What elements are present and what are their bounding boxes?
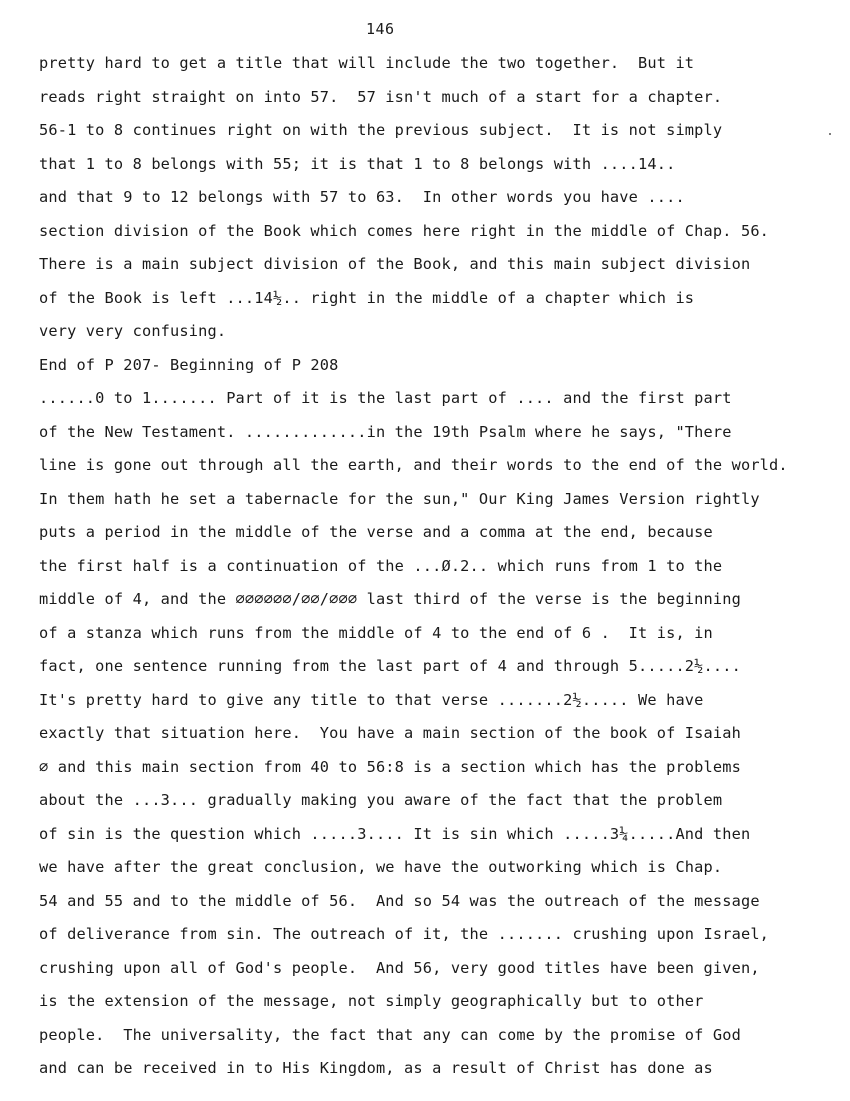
- text-line: ∅ and this main section from 40 to 56:8 is a section which has the problems: [39, 757, 741, 776]
- text-line: crushing upon all of God's people. And 56, very good titles have been given,: [39, 958, 760, 977]
- text-line: End of P 207- Beginning of P 208: [39, 355, 339, 374]
- text-line: about the ...3... gradually making you aware of the fact that the problem: [39, 791, 723, 809]
- page-number: 146: [366, 20, 395, 38]
- text-line: In them hath he set a tabernacle for the sun," Our King James Version rightly: [39, 489, 760, 508]
- text-line: and can be received in to His Kingdom, as a result of Christ has done as: [39, 1059, 713, 1077]
- text-line: of sin is the question which .....3.... It is sin which .....3¼.....And then: [39, 824, 751, 843]
- text-line: fact, one sentence running from the last part of 4 and through 5.....2½....: [39, 657, 741, 675]
- text-line: reads right straight on into 57. 57 isn't much of a start for a chapter.: [39, 87, 723, 106]
- text-line: pretty hard to get a title that will include the two together. But it: [39, 54, 695, 72]
- text-line: 54 and 55 and to the middle of 56. And so 54 was the outreach of the message: [39, 891, 760, 910]
- text-line: very very confusing.: [39, 322, 227, 340]
- text-line: people. The universality, the fact that any can come by the promise of God: [39, 1025, 741, 1044]
- text-line: of a stanza which runs from the middle of 4 to the end of 6 . It is, in: [39, 623, 713, 642]
- text-line: is the extension of the message, not simply geographically but to other: [39, 992, 704, 1010]
- text-line: exactly that situation here. You have a main section of the book of Isaiah: [39, 724, 741, 742]
- text-line: that 1 to 8 belongs with 55; it is that 1 to 8 belongs with ....14..: [39, 154, 676, 173]
- text-line: the first half is a continuation of the ...Ø.2.. which runs from 1 to the: [39, 556, 723, 575]
- text-line: It's pretty hard to give any title to that verse .......2½..... We have: [39, 690, 704, 709]
- text-line: of the Book is left ...14½.. right in the middle of a chapter which is: [39, 288, 695, 307]
- text-line: There is a main subject division of the Book, and this main subject division: [39, 255, 751, 273]
- text-line: ......0 to 1....... Part of it is the last part of .... and the first part: [39, 389, 732, 407]
- transcript-body: [39, 51, 844, 1090]
- text-line: we have after the great conclusion, we have the outworking which is Chap.: [39, 858, 723, 876]
- text-line: middle of 4, and the ∅∅∅∅∅∅/∅∅/∅∅∅ last third of the verse is the beginning: [39, 590, 741, 608]
- text-line: 56-1 to 8 continues right on with the previous subject. It is not simply: [39, 121, 723, 139]
- text-line: line is gone out through all the earth, and their words to the end of the world.: [39, 456, 788, 474]
- text-line: puts a period in the middle of the verse and a comma at the end, because: [39, 523, 713, 541]
- text-line: and that 9 to 12 belongs with 57 to 63. In other words you have ....: [39, 188, 685, 206]
- text-line: section division of the Book which comes here right in the middle of Chap. 56.: [39, 221, 770, 240]
- text-line: of the New Testament. .............in the 19th Psalm where he says, "There: [39, 422, 732, 441]
- text-line: of deliverance from sin. The outreach of it, the ....... crushing upon Israel,: [39, 925, 770, 943]
